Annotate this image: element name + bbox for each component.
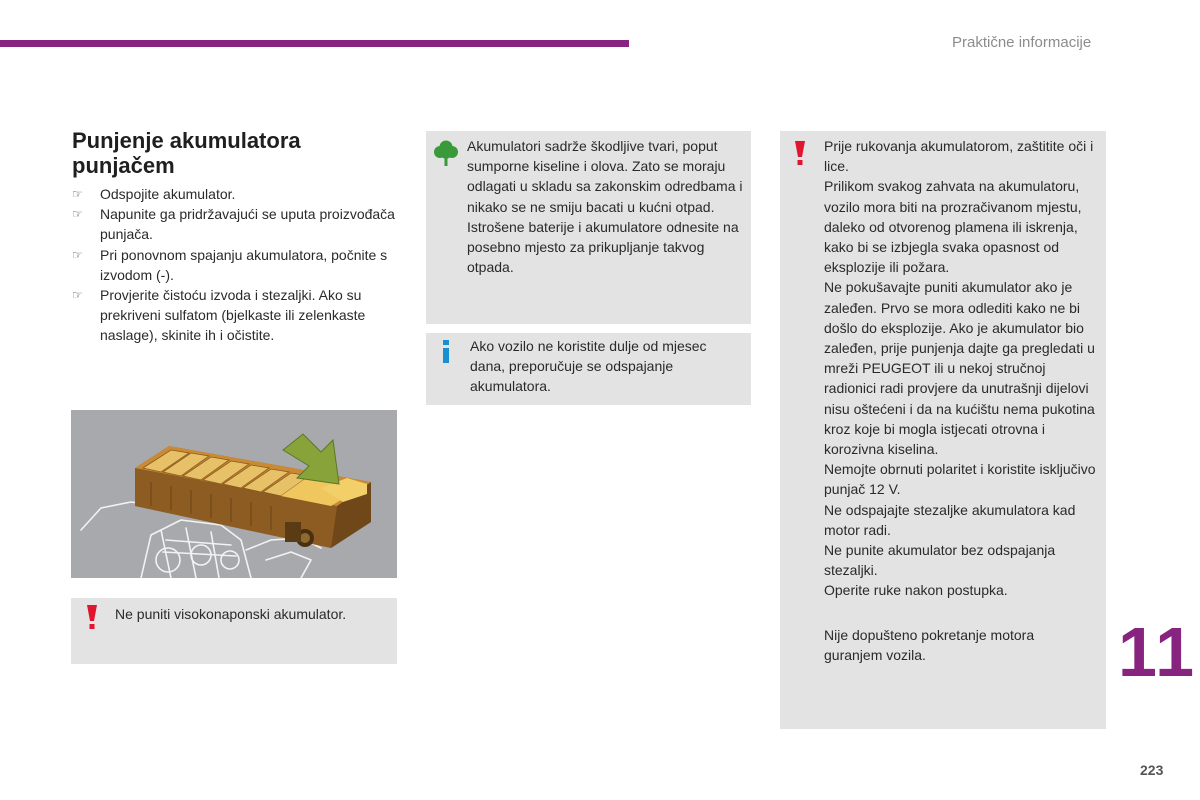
eco-tree-icon xyxy=(434,140,458,166)
warning-note-box xyxy=(71,598,397,664)
pointing-hand-icon: ☞ xyxy=(72,207,83,222)
pointing-hand-icon: ☞ xyxy=(72,288,83,303)
pointing-hand-icon: ☞ xyxy=(72,247,83,262)
battery-illustration xyxy=(71,410,397,578)
page-number: 223 xyxy=(1140,762,1164,778)
push-start-warning: Nije dopušteno pokretanje motora guranjem vozila. xyxy=(824,626,1035,663)
eco-disposal-box xyxy=(426,131,751,324)
warning-note-text: Ne puniti visokonaponski akumulator. xyxy=(115,606,347,622)
list-item: ☞ Napunite ga pridržavajući se uputa proizvođača punjača. xyxy=(72,206,395,243)
steps-list xyxy=(72,184,402,346)
section-title: Praktične informacije xyxy=(952,34,1092,51)
exclamation-icon xyxy=(793,140,807,166)
chapter-number: 11 xyxy=(1118,613,1196,691)
info-icon xyxy=(441,339,451,363)
list-item: ☞ Odspojite akumulator. xyxy=(72,184,402,204)
pointing-hand-icon: ☞ xyxy=(72,187,83,201)
eco-disposal-text: Akumulatori sadrže škodljive tvari, poput sumporne kiseline i olova. Zato se moraju odlagati u skladu sa zakonskim odredbama i nikako se ne smiju bacati u kućni otpad. Istrošene baterije i akumulatore odnesite na posebno mjesto za prikupljanje takvog otpada. xyxy=(467,138,743,276)
info-note-text: Ako vozilo ne koristite dulje od mjesec dana, preporučuje se odspajanje akumulatora. xyxy=(470,338,707,395)
exclamation-icon xyxy=(85,604,99,630)
info-note-box xyxy=(426,333,751,405)
page-heading: Punjenje akumulatora punjačem xyxy=(72,128,301,178)
safety-warning-text: Prije rukovanja akumulatorom, zaštitite oči i lice. Prilikom svakog zahvata na akumulatoru, vozilo mora biti na prozračivanom mjestu, daleko od otvorenog plamena ili iskrenja, kako bi se izbjegla svaka opasnost od eksplozije ili požara. Ne pokušavajte puniti akumulator ako je zaleđen. Prvo se mora odlediti kako ne bi došlo do eksplozije. Ako je akumulator bio zaleđen, prije punjenja dajte ga pregledati u mreži PEUGEOT ili u nekoj stručnoj radionici radi provjere da unutrašnji dijelovi nisu oštećeni i da na kućištu nema pukotina kroz koje bi mogla istjecati otrovna i korozivna kiselina. Nemojte obrnuti polaritet i koristite isključivo punjač 12 V. Ne odspajajte stezaljke akumulatora kad motor radi. Ne punite akumulator bez odspajanja stezaljki. Operite ruke nakon postupka. Nije dopušteno pokretanje motora guranjem vozila. xyxy=(824,136,1096,665)
list-item: ☞ Provjerite čistoću izvoda i stezaljki. Ako su prekriveni sulfatom (bjelkaste ili zelenkaste naslage), skinite ih i očistite. xyxy=(72,287,366,344)
header-accent-bar xyxy=(0,40,629,47)
list-item: ☞ Pri ponovnom spajanju akumulatora, počnite s izvodom (-). xyxy=(72,246,388,283)
safety-warning-box xyxy=(780,131,1106,729)
